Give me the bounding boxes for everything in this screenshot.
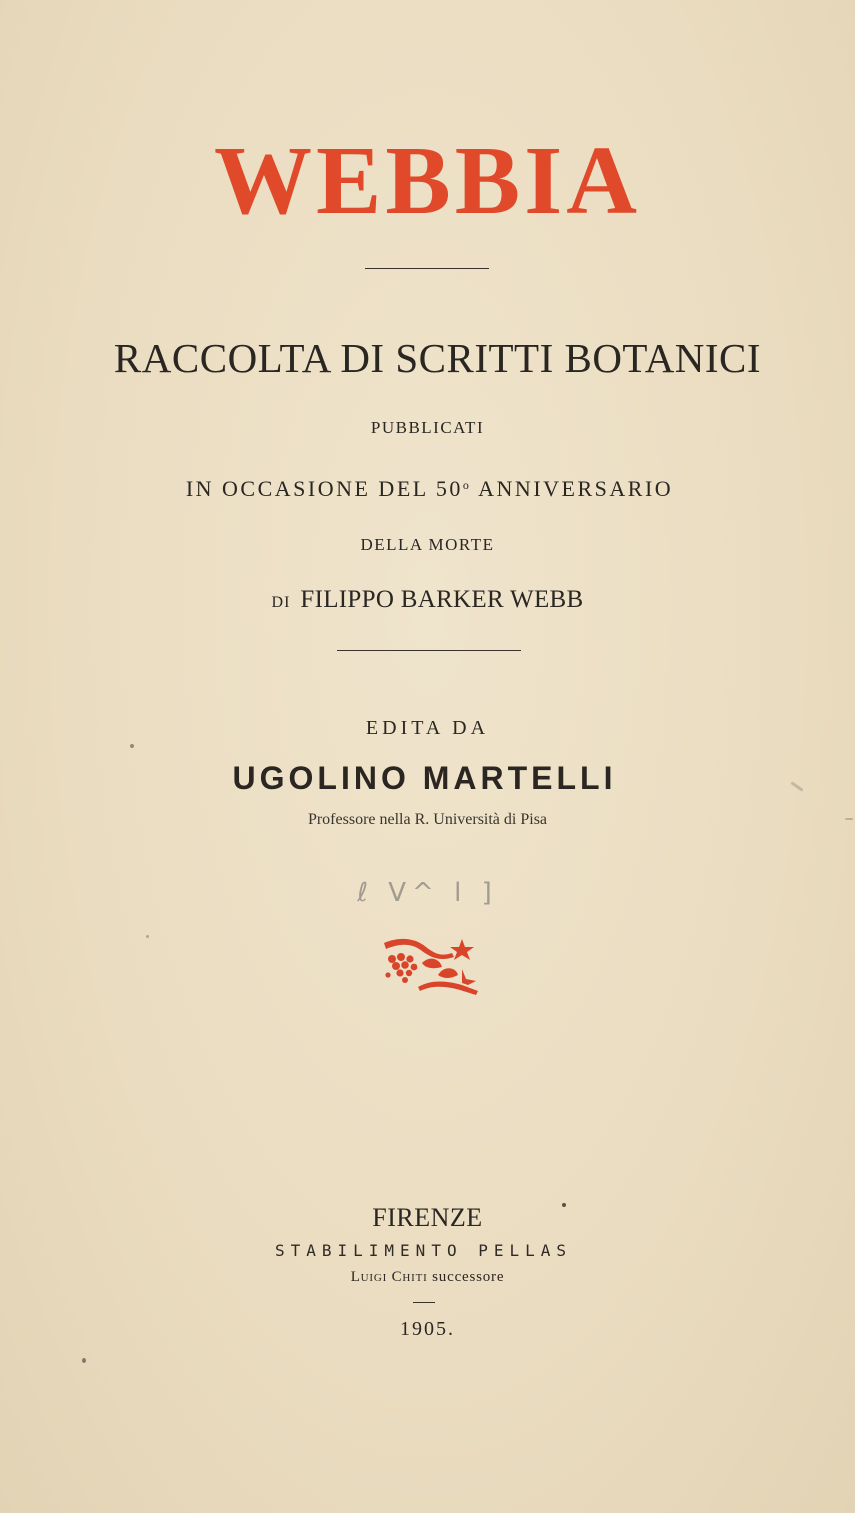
book-title: WEBBIA (213, 127, 641, 235)
publisher-successor (0, 1269, 855, 1286)
paper-speck (845, 818, 853, 820)
occasion-text-post: ANNIVERSARIO (471, 476, 674, 501)
divider-bottom (413, 1302, 435, 1303)
publisher-name: STABILIMENTO PELLAS (274, 1241, 573, 1260)
paper-speck (146, 935, 149, 938)
edited-by-line: EDITA DA (365, 717, 490, 739)
successor-word: successore (432, 1269, 505, 1285)
publication-city: FIRENZE (372, 1203, 483, 1232)
divider-middle (337, 650, 521, 651)
book-subtitle: RACCOLTA DI SCRITTI BOTANICI (113, 335, 762, 381)
editor-name: UGOLINO MARTELLI (232, 760, 617, 796)
floral-ornament-icon (378, 935, 482, 997)
paper-speck (130, 744, 134, 748)
honoree-name: FILIPPO BARKER WEBB (300, 586, 584, 613)
occasion-superscript: o (462, 478, 472, 492)
death-line: DELLA MORTE (360, 535, 495, 554)
honoree-prefix: DI (271, 594, 291, 611)
occasion-text-pre: IN OCCASIONE DEL 50 (185, 476, 463, 501)
occasion-line (2, 476, 855, 502)
publication-year: 1905. (400, 1318, 455, 1340)
published-line: PUBBLICATI (370, 418, 485, 437)
editor-affiliation: Professore nella R. Università di Pisa (307, 811, 548, 828)
ink-dot (562, 1203, 566, 1207)
successor-name: Luigi Chiti (350, 1269, 428, 1285)
divider-top (365, 268, 489, 269)
paper-speck (82, 1358, 86, 1363)
honoree-line (0, 586, 855, 614)
library-stamp-mark: ℓ V^ l ] (357, 878, 498, 908)
